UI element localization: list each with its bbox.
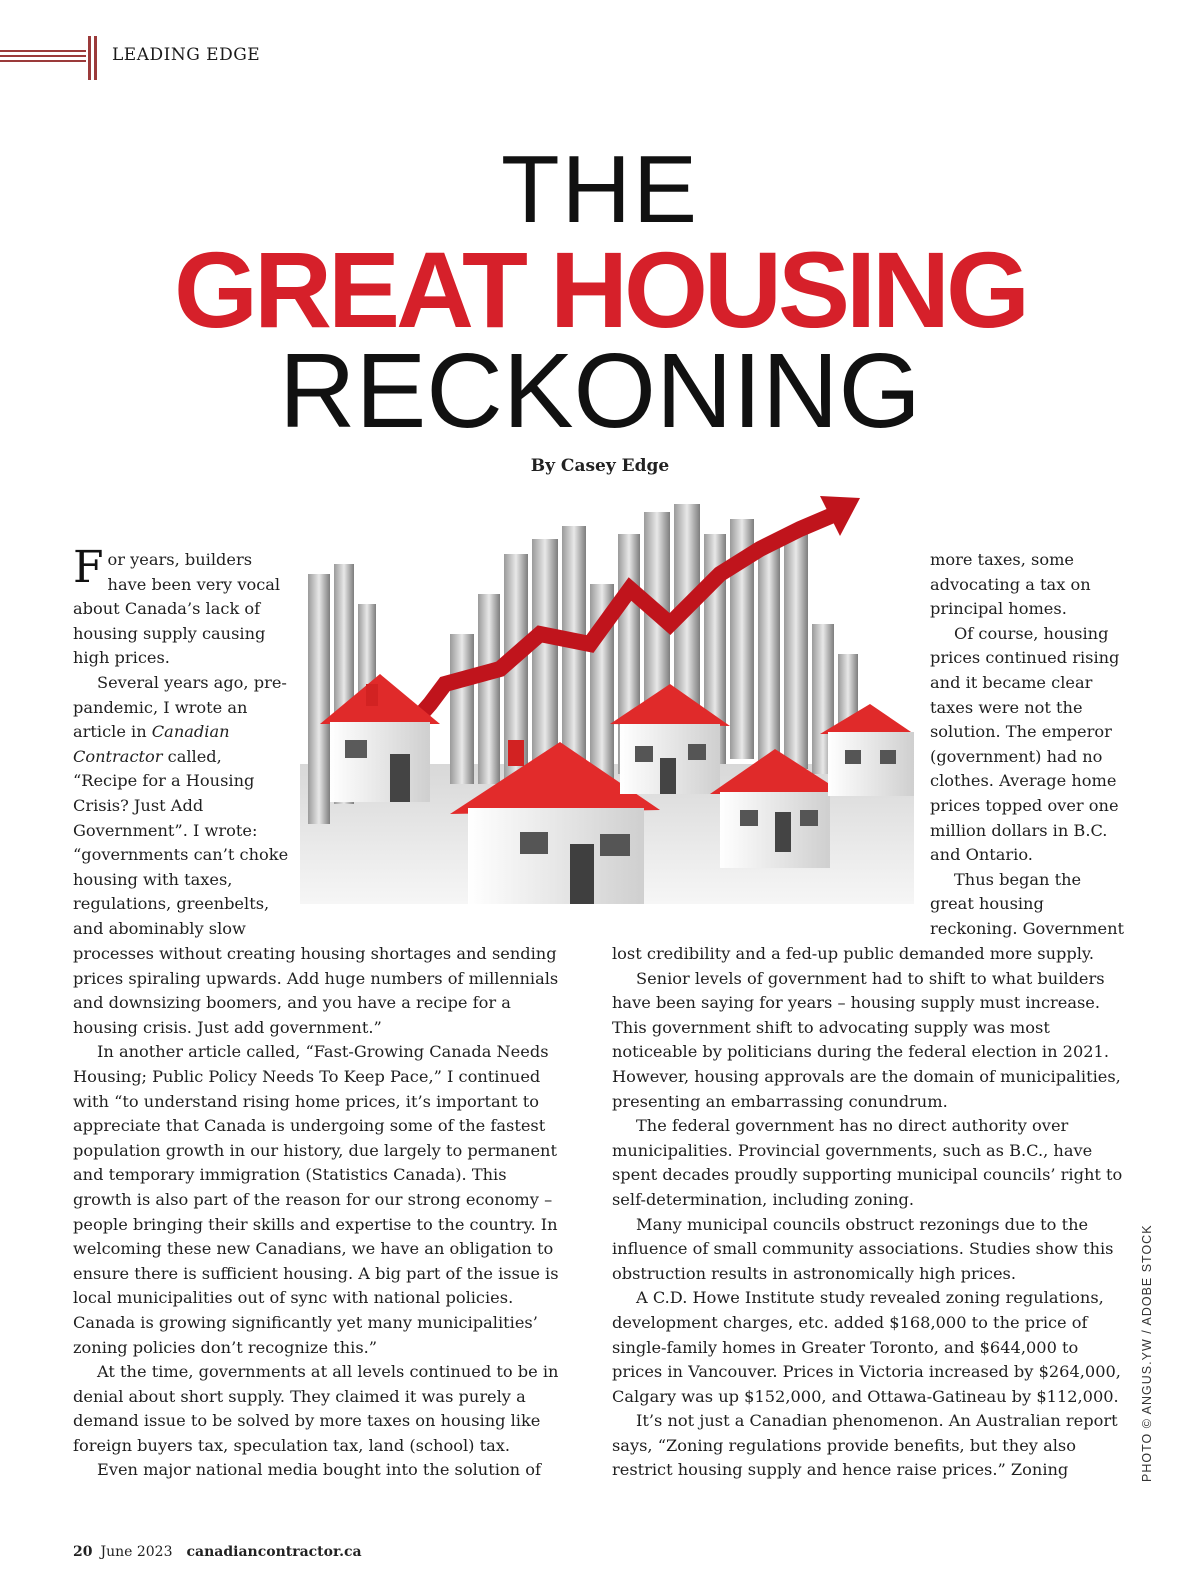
article-right-column	[612, 942, 1132, 1483]
byline: By Casey Edge	[530, 456, 670, 476]
left-paragraph-2: In another article called, “Fast-Growing Canada Needs Housing; Public Policy Needs To Keep Pace,” I continued with “to understand rising home prices, it’s important to appreciate that Canada is undergoing some of the fastest population growth in our history, due largely to permanent and temporary immigration (Statistics Canada). This growth is also part of the reason for our strong economy – people bringing their skills and expertise to the country. In welcoming these new Canadians, we have an obligation to ensure there is sufficient housing. A big part of the issue is local municipalities out of sync with national policies. Canada is growing significantly yet many municipalities’ zoning policies don’t recognize this.”	[73, 1042, 559, 1357]
left-paragraph-4: Even major national media bought into the solution of	[97, 1460, 541, 1480]
right-top-paragraph-2: Thus began the great housing reckoning. Government	[930, 869, 1125, 938]
section-rule-bars	[88, 36, 100, 80]
headline-line-2: GREAT HOUSING	[173, 229, 1027, 350]
section-rule-lines	[0, 50, 86, 66]
left-paragraph-3: At the time, governments at all levels continued to be in denial about short supply. They claimed it was purely a demand issue to be solved by more taxes on housing like foreign buyers tax, speculation tax, land (school) tax.	[73, 1362, 559, 1455]
headline-line-1: THE	[501, 136, 699, 243]
right-paragraph-3: Senior levels of government had to shift to what builders have been saying for years – housing supply must increase. This government shift to advocating supply was most noticeable by politicians during the federal election in 2021. However, housing approvals are the domain of municipalities, presenting an embarrassing conundrum.	[612, 968, 1121, 1111]
headline-line-3: RECKONING	[279, 332, 921, 450]
house-right-back	[820, 704, 914, 796]
website-link[interactable]: canadiancontractor.ca	[186, 1544, 362, 1560]
right-paragraph-6: A C.D. Howe Institute study revealed zoning regulations, development charges, etc. added $168,000 to the price of single-family homes in Greater Toronto, and $644,000 to prices in Vancouver. Prices in Victoria increased by $264,000, Calgary was up $152,000, and Ottawa-Gatineau by $112,000.	[612, 1288, 1121, 1406]
paragraph-1-start: or years, builders have been very vocal about Canada’s lack of housing supply causing high prices.	[73, 550, 281, 668]
right-top-paragraph-0: more taxes, some advocating a tax on principal homes.	[930, 550, 1091, 619]
right-paragraph-5: Many municipal councils obstruct rezonings due to the influence of small community associations. Studies show this obstruction results in astronomically high prices.	[612, 1214, 1114, 1283]
paragraph-2-start: Several years ago, pre-pandemic, I wrote an article in	[73, 672, 287, 742]
right-paragraph-4: The federal government has no direct authority over municipalities. Provincial governments, such as B.C., have spent decades proudly supporting municipal councils’ right to self-determination, including zoning.	[612, 1116, 1123, 1209]
issue-date: June 2023	[100, 1544, 173, 1560]
paragraph-2-end: called, “Recipe for a Housing Crisis? Just Add Government”. I wrote: “governments can’t choke housing with taxes, regulations, greenbelts, and abominably slow	[73, 746, 289, 938]
article-right-top	[930, 548, 1130, 942]
left-paragraph-continuation: processes without creating housing shortages and sending prices spiraling upwards. Add huge numbers of millennials and downsizing boomers, and you have a recipe for a housing crisis. Just add government.”	[73, 944, 559, 1037]
article-left-column	[73, 942, 567, 1483]
drop-cap: F	[73, 542, 104, 593]
right-top-paragraph-1: Of course, housing prices continued rising and it became clear taxes were not the solution. The emperor (government) had no clothes. Average home prices topped over one million dollars in B.C. and Ontario.	[930, 623, 1120, 865]
housing-illustration	[300, 494, 914, 904]
photo-credit: PHOTO © ANGUS.YW / ADOBE STOCK	[1140, 1224, 1154, 1482]
article-left-top	[73, 542, 289, 942]
section-label: LEADING EDGE	[112, 45, 261, 65]
right-paragraph-7: It’s not just a Canadian phenomenon. An Australian report says, “Zoning regulations provide benefits, but they also restrict housing supply and hence raise prices.” Zoning	[612, 1411, 1118, 1480]
magazine-title: Canadian Contractor	[73, 722, 230, 766]
right-paragraph-continuation: lost credibility and a fed-up public demanded more supply.	[612, 944, 1095, 963]
page-footer	[73, 1544, 362, 1560]
page-number: 20	[73, 1544, 93, 1560]
